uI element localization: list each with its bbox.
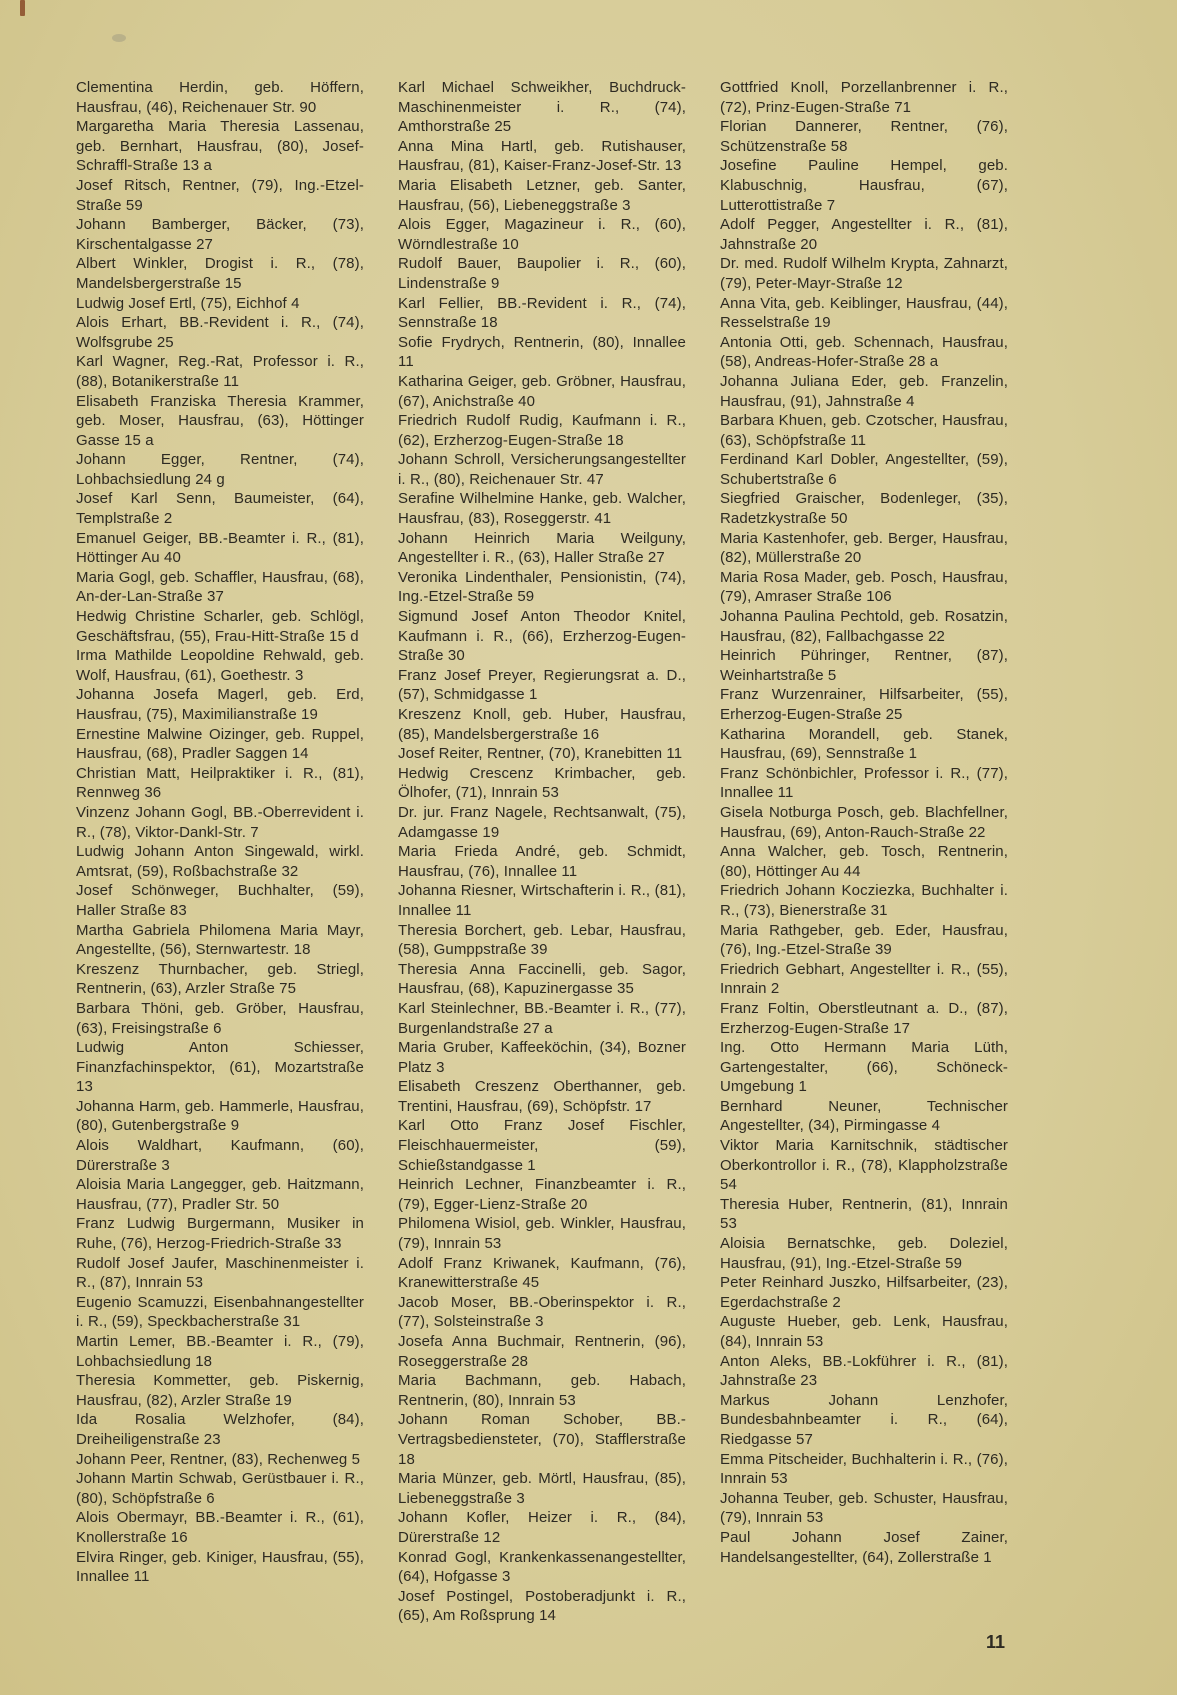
directory-entry: Johann Kofler, Heizer i. R., (84), Dürerstraße 12 — [398, 1509, 686, 1546]
directory-entry: Johanna Riesner, Wirtschafterin i. R., (81), Innallee 11 — [398, 882, 686, 919]
directory-entry: Aloisia Maria Langegger, geb. Haitzmann, Hausfrau, (77), Pradler Str. 50 — [76, 1176, 364, 1213]
directory-entry: Maria Frieda André, geb. Schmidt, Hausfrau, (76), Innallee 11 — [398, 843, 686, 880]
directory-entry: Theresia Anna Faccinelli, geb. Sagor, Hausfrau, (68), Kapuzinergasse 35 — [398, 960, 686, 998]
directory-entry: Alois Erhart, BB.-Revident i. R., (74), Wolfsgrube 25 — [76, 314, 364, 351]
directory-entry: Ludwig Anton Schiesser, Finanzfachinspektor, (61), Mozartstraße 13 — [76, 1039, 364, 1096]
directory-entry: Alois Egger, Magazineur i. R., (60), Wörndlestraße 10 — [398, 216, 686, 253]
directory-entry: Sofie Frydrych, Rentnerin, (80), Innallee 11 — [398, 333, 686, 371]
directory-entry: Johanna Paulina Pechtold, geb. Rosatzin, Hausfrau, (82), Fallbachgasse 22 — [720, 608, 1008, 645]
directory-entry: Emanuel Geiger, BB.-Beamter i. R., (81), Höttinger Au 40 — [76, 529, 364, 567]
scan-artifact-smudge — [112, 34, 126, 42]
directory-entry: Barbara Khuen, geb. Czotscher, Hausfrau, (63), Schöpfstraße 11 — [720, 412, 1008, 449]
columns-container — [76, 78, 1008, 1626]
directory-entry: Florian Dannerer, Rentner, (76), Schützenstraße 58 — [720, 118, 1008, 155]
directory-entry: Johann Schroll, Versicherungsangestellter i. R., (80), Reichenauer Str. 47 — [398, 451, 686, 488]
directory-entry: Martha Gabriela Philomena Maria Mayr, Angestellte, (56), Sternwartestr. 18 — [76, 921, 364, 959]
directory-entry: Christian Matt, Heilpraktiker i. R., (81), Rennweg 36 — [76, 764, 364, 802]
directory-entry: Ida Rosalia Welzhofer, (84), Dreiheiligenstraße 23 — [76, 1411, 364, 1448]
directory-entry: Peter Reinhard Juszko, Hilfsarbeiter, (23), Egerdachstraße 2 — [720, 1274, 1008, 1311]
directory-entry: Katharina Geiger, geb. Gröbner, Hausfrau, (67), Anichstraße 40 — [398, 372, 686, 410]
directory-entry: Maria Rosa Mader, geb. Posch, Hausfrau, (79), Amraser Straße 106 — [720, 568, 1008, 606]
directory-entry: Ludwig Johann Anton Singewald, wirkl. Amtsrat, (59), Roßbachstraße 32 — [76, 843, 364, 880]
directory-entry: Heinrich Lechner, Finanzbeamter i. R., (79), Egger-Lienz-Straße 20 — [398, 1176, 686, 1213]
directory-entry: Kreszenz Thurnbacher, geb. Striegl, Rentnerin, (63), Arzler Straße 75 — [76, 960, 364, 998]
directory-entry: Gisela Notburga Posch, geb. Blachfellner, Hausfrau, (69), Anton-Rauch-Straße 22 — [720, 803, 1008, 841]
directory-entry: Maria Kastenhofer, geb. Berger, Hausfrau, (82), Müllerstraße 20 — [720, 529, 1008, 567]
directory-entry: Friedrich Johann Kocziezka, Buchhalter i. R., (73), Bienerstraße 31 — [720, 882, 1008, 919]
directory-entry: Dr. jur. Franz Nagele, Rechtsanwalt, (75), Adamgasse 19 — [398, 803, 686, 841]
directory-entry: Karl Wagner, Reg.-Rat, Professor i. R., (88), Botanikerstraße 11 — [76, 353, 364, 390]
column-3 — [720, 78, 1008, 1626]
directory-entry: Karl Michael Schweikher, Buchdruck-Maschinenmeister i. R., (74), Amthorstraße 25 — [398, 79, 686, 136]
directory-entry: Rudolf Josef Jaufer, Maschinenmeister i. R., (87), Innrain 53 — [76, 1254, 364, 1292]
directory-entry: Maria Elisabeth Letzner, geb. Santer, Hausfrau, (56), Liebeneggstraße 3 — [398, 176, 686, 214]
directory-entry: Konrad Gogl, Krankenkassenangestellter, (64), Hofgasse 3 — [398, 1548, 686, 1586]
directory-entry: Ernestine Malwine Oizinger, geb. Ruppel, Hausfrau, (68), Pradler Saggen 14 — [76, 725, 364, 763]
directory-entry: Siegfried Graischer, Bodenleger, (35), Radetzkystraße 50 — [720, 490, 1008, 528]
directory-entry: Johanna Juliana Eder, geb. Franzelin, Hausfrau, (91), Jahnstraße 4 — [720, 372, 1008, 410]
directory-entry: Friedrich Gebhart, Angestellter i. R., (55), Innrain 2 — [720, 960, 1008, 998]
directory-entry: Serafine Wilhelmine Hanke, geb. Walcher, Hausfrau, (83), Roseggerstr. 41 — [398, 490, 686, 528]
directory-entry: Eugenio Scamuzzi, Eisenbahnangestellter i. R., (59), Speckbacherstraße 31 — [76, 1293, 364, 1331]
directory-entry: Jacob Moser, BB.-Oberinspektor i. R., (77), Solsteinstraße 3 — [398, 1293, 686, 1331]
directory-entry: Albert Winkler, Drogist i. R., (78), Mandelsbergerstraße 15 — [76, 255, 364, 292]
directory-entry: Theresia Borchert, geb. Lebar, Hausfrau, (58), Gumppstraße 39 — [398, 921, 686, 959]
directory-entry: Alois Obermayr, BB.-Beamter i. R., (61), Knollerstraße 16 — [76, 1509, 364, 1546]
directory-entry: Gottfried Knoll, Porzellanbrenner i. R., (72), Prinz-Eugen-Straße 71 — [720, 79, 1008, 116]
directory-entry: Barbara Thöni, geb. Gröber, Hausfrau, (63), Freisingstraße 6 — [76, 999, 364, 1037]
directory-entry: Maria Münzer, geb. Mörtl, Hausfrau, (85), Liebeneggstraße 3 — [398, 1470, 686, 1507]
directory-entry: Maria Gruber, Kaffeeköchin, (34), Bozner Platz 3 — [398, 1039, 686, 1076]
directory-entry: Vinzenz Johann Gogl, BB.-Oberrevident i. R., (78), Viktor-Dankl-Str. 7 — [76, 803, 364, 841]
directory-entry: Franz Josef Preyer, Regierungsrat a. D., (57), Schmidgasse 1 — [398, 666, 686, 704]
directory-entry: Josef Reiter, Rentner, (70), Kranebitten 11 — [398, 745, 683, 763]
directory-entry: Hedwig Christine Scharler, geb. Schlögl, Geschäftsfrau, (55), Frau-Hitt-Straße 15 d — [76, 608, 364, 645]
directory-entry: Hedwig Crescenz Krimbacher, geb. Ölhofer, (71), Innrain 53 — [398, 764, 686, 802]
directory-entry: Maria Gogl, geb. Schaffler, Hausfrau, (68), An-der-Lan-Straße 37 — [76, 568, 364, 606]
directory-entry: Maria Rathgeber, geb. Eder, Hausfrau, (76), Ing.-Etzel-Straße 39 — [720, 921, 1008, 959]
directory-entry: Josefa Anna Buchmair, Rentnerin, (96), Roseggerstraße 28 — [398, 1333, 686, 1370]
directory-entry: Margaretha Maria Theresia Lassenau, geb. Bernhart, Hausfrau, (80), Josef-Schraffl-Straße 13 a — [76, 118, 364, 175]
directory-entry: Anna Mina Hartl, geb. Rutishauser, Hausfrau, (81), Kaiser-Franz-Josef-Str. 13 — [398, 137, 686, 175]
directory-entry: Johann Heinrich Maria Weilguny, Angestellter i. R., (63), Haller Straße 27 — [398, 529, 686, 567]
directory-entry: Kreszenz Knoll, geb. Huber, Hausfrau, (85), Mandelsbergerstraße 16 — [398, 706, 686, 743]
directory-entry: Ing. Otto Hermann Maria Lüth, Gartengestalter, (66), Schöneck-Umgebung 1 — [720, 1039, 1008, 1096]
directory-entry: Martin Lemer, BB.-Beamter i. R., (79), Lohbachsiedlung 18 — [76, 1333, 364, 1370]
directory-entry: Irma Mathilde Leopoldine Rehwald, geb. Wolf, Hausfrau, (61), Goethestr. 3 — [76, 647, 364, 684]
directory-entry: Elvira Ringer, geb. Kiniger, Hausfrau, (55), Innallee 11 — [76, 1548, 364, 1586]
directory-entry: Maria Bachmann, geb. Habach, Rentnerin, (80), Innrain 53 — [398, 1372, 686, 1409]
directory-entry: Josef Postingel, Postoberadjunkt i. R., (65), Am Roßsprung 14 — [398, 1587, 686, 1625]
directory-entry: Philomena Wisiol, geb. Winkler, Hausfrau, (79), Innrain 53 — [398, 1215, 686, 1253]
directory-entry: Adolf Pegger, Angestellter i. R., (81), Jahnstraße 20 — [720, 216, 1008, 253]
directory-entry: Adolf Franz Kriwanek, Kaufmann, (76), Kranewitterstraße 45 — [398, 1254, 686, 1292]
column-2 — [398, 78, 686, 1626]
directory-entry: Elisabeth Creszenz Oberthanner, geb. Trentini, Hausfrau, (69), Schöpfstr. 17 — [398, 1078, 686, 1115]
directory-entry: Katharina Morandell, geb. Stanek, Hausfrau, (69), Sennstraße 1 — [720, 725, 1008, 763]
directory-entry: Johanna Teuber, geb. Schuster, Hausfrau, (79), Innrain 53 — [720, 1489, 1008, 1527]
directory-entry: Johann Martin Schwab, Gerüstbauer i. R., (80), Schöpfstraße 6 — [76, 1470, 364, 1507]
directory-entry: Franz Foltin, Oberstleutnant a. D., (87), Erzherzog-Eugen-Straße 17 — [720, 999, 1008, 1037]
directory-entry: Anna Vita, geb. Keiblinger, Hausfrau, (44), Resselstraße 19 — [720, 294, 1008, 332]
scan-artifact-mark — [20, 0, 25, 16]
directory-entry: Anton Aleks, BB.-Lokführer i. R., (81), Jahnstraße 23 — [720, 1352, 1008, 1390]
directory-entry: Antonia Otti, geb. Schennach, Hausfrau, (58), Andreas-Hofer-Straße 28 a — [720, 333, 1008, 371]
directory-entry: Bernhard Neuner, Technischer Angestellter, (34), Pirmingasse 4 — [720, 1097, 1008, 1135]
directory-entry: Franz Schönbichler, Professor i. R., (77), Innallee 11 — [720, 764, 1008, 802]
directory-entry: Veronika Lindenthaler, Pensionistin, (74), Ing.-Etzel-Straße 59 — [398, 568, 686, 606]
directory-entry: Josefine Pauline Hempel, geb. Klabuschnig, Hausfrau, (67), Lutterottistraße 7 — [720, 157, 1008, 214]
directory-entry: Karl Otto Franz Josef Fischler, Fleischhauermeister, (59), Schießstandgasse 1 — [398, 1117, 686, 1174]
directory-entry: Anna Walcher, geb. Tosch, Rentnerin, (80), Höttinger Au 44 — [720, 843, 1008, 880]
directory-entry: Paul Johann Josef Zainer, Handelsangestellter, (64), Zollerstraße 1 — [720, 1528, 1008, 1566]
directory-entry: Viktor Maria Karnitschnik, städtischer Oberkontrollor i. R., (78), Klappholzstraße 54 — [720, 1137, 1008, 1194]
directory-entry: Aloisia Bernatschke, geb. Doleziel, Hausfrau, (91), Ing.-Etzel-Straße 59 — [720, 1235, 1008, 1272]
directory-entry: Auguste Hueber, geb. Lenk, Hausfrau, (84), Innrain 53 — [720, 1313, 1008, 1350]
directory-entry: Theresia Huber, Rentnerin, (81), Innrain 53 — [720, 1195, 1008, 1233]
directory-entry: Friedrich Rudolf Rudig, Kaufmann i. R., (62), Erzherzog-Eugen-Straße 18 — [398, 412, 686, 449]
directory-entry: Johanna Josefa Magerl, geb. Erd, Hausfrau, (75), Maximilianstraße 19 — [76, 686, 364, 723]
directory-entry: Franz Ludwig Burgermann, Musiker in Ruhe, (76), Herzog-Friedrich-Straße 33 — [76, 1215, 364, 1253]
directory-entry: Ludwig Josef Ertl, (75), Eichhof 4 — [76, 294, 300, 312]
directory-entry: Josef Ritsch, Rentner, (79), Ing.-Etzel-Straße 59 — [76, 176, 364, 214]
column-1 — [76, 78, 364, 1626]
directory-entry: Dr. med. Rudolf Wilhelm Krypta, Zahnarzt, (79), Peter-Mayr-Straße 12 — [720, 255, 1008, 292]
directory-entry: Heinrich Pühringer, Rentner, (87), Weinhartstraße 5 — [720, 647, 1008, 684]
directory-entry: Ferdinand Karl Dobler, Angestellter, (59), Schubertstraße 6 — [720, 451, 1008, 488]
directory-entry: Elisabeth Franziska Theresia Krammer, geb. Moser, Hausfrau, (63), Höttinger Gasse 15 a — [76, 392, 364, 449]
directory-entry: Theresia Kommetter, geb. Piskernig, Hausfrau, (82), Arzler Straße 19 — [76, 1372, 364, 1409]
directory-entry: Rudolf Bauer, Baupolier i. R., (60), Lindenstraße 9 — [398, 255, 686, 292]
directory-entry: Johann Egger, Rentner, (74), Lohbachsiedlung 24 g — [76, 451, 364, 488]
directory-entry: Alois Waldhart, Kaufmann, (60), Dürerstraße 3 — [76, 1137, 364, 1174]
page-number: 11 — [985, 1632, 1005, 1652]
directory-entry: Karl Fellier, BB.-Revident i. R., (74), Sennstraße 18 — [398, 294, 686, 332]
directory-entry: Karl Steinlechner, BB.-Beamter i. R., (77), Burgenlandstraße 27 a — [398, 999, 686, 1037]
directory-entry: Markus Johann Lenzhofer, Bundesbahnbeamter i. R., (64), Riedgasse 57 — [720, 1391, 1008, 1448]
directory-entry: Johann Bamberger, Bäcker, (73), Kirschentalgasse 27 — [76, 216, 364, 253]
directory-entry: Johanna Harm, geb. Hammerle, Hausfrau, (80), Gutenbergstraße 9 — [76, 1097, 364, 1135]
directory-entry: Josef Karl Senn, Baumeister, (64), Templstraße 2 — [76, 490, 364, 528]
directory-entry: Johann Roman Schober, BB.-Vertragsbediensteter, (70), Stafflerstraße 18 — [398, 1411, 686, 1468]
directory-entry: Clementina Herdin, geb. Höffern, Hausfrau, (46), Reichenauer Str. 90 — [76, 79, 364, 116]
directory-entry: Josef Schönweger, Buchhalter, (59), Haller Straße 83 — [76, 882, 364, 919]
directory-entry: Emma Pitscheider, Buchhalterin i. R., (76), Innrain 53 — [720, 1450, 1008, 1488]
directory-entry: Johann Peer, Rentner, (83), Rechenweg 5 — [76, 1450, 361, 1468]
directory-entry: Sigmund Josef Anton Theodor Knitel, Kaufmann i. R., (66), Erzherzog-Eugen-Straße 30 — [398, 608, 686, 665]
directory-entry: Franz Wurzenrainer, Hilfsarbeiter, (55), Erherzog-Eugen-Straße 25 — [720, 686, 1008, 723]
